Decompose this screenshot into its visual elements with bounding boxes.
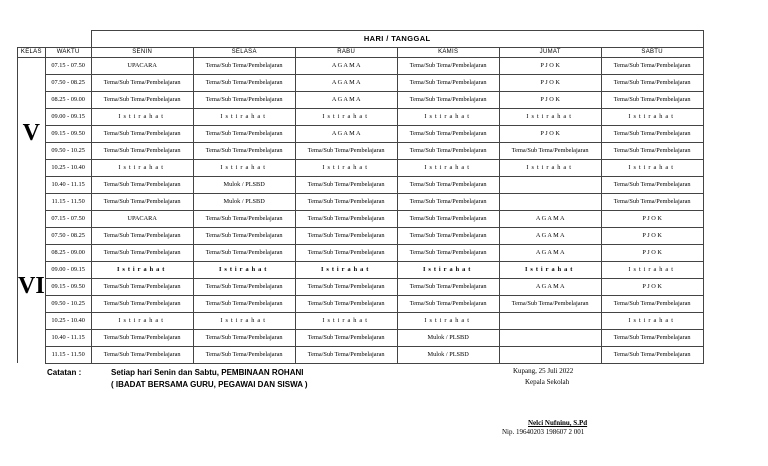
time-cell: 07.50 - 08.25 xyxy=(45,74,91,91)
schedule-cell: Tema/Sub Tema/Pembelajaran xyxy=(397,91,499,108)
time-cell: 10.25 - 10.40 xyxy=(45,312,91,329)
header-jumat: JUMAT xyxy=(499,47,601,57)
title-row xyxy=(18,31,704,48)
schedule-cell: Tema/Sub Tema/Pembelajaran xyxy=(601,176,703,193)
schedule-cell xyxy=(499,346,601,363)
schedule-cell: Tema/Sub Tema/Pembelajaran xyxy=(193,57,295,74)
schedule-cell: Istirahat xyxy=(397,159,499,176)
schedule-cell: Tema/Sub Tema/Pembelajaran xyxy=(91,74,193,91)
schedule-cell: Tema/Sub Tema/Pembelajaran xyxy=(601,329,703,346)
header-sabtu: SABTU xyxy=(601,47,703,57)
time-cell: 08.25 - 09.00 xyxy=(45,244,91,261)
time-cell: 09.50 - 10.25 xyxy=(45,295,91,312)
table-row xyxy=(18,57,704,74)
schedule-cell: Istirahat xyxy=(601,159,703,176)
schedule-cell: Istirahat xyxy=(193,159,295,176)
schedule-cell: Istirahat xyxy=(499,159,601,176)
time-cell: 07.15 - 07.50 xyxy=(45,57,91,74)
schedule-cell: Istirahat xyxy=(397,312,499,329)
schedule-cell: Tema/Sub Tema/Pembelajaran xyxy=(397,125,499,142)
schedule-cell: Mulok / PLSBD xyxy=(397,346,499,363)
time-cell: 10.25 - 10.40 xyxy=(45,159,91,176)
schedule-cell: Tema/Sub Tema/Pembelajaran xyxy=(193,278,295,295)
table-row xyxy=(18,159,704,176)
schedule-cell: Tema/Sub Tema/Pembelajaran xyxy=(397,176,499,193)
time-cell: 11.15 - 11.50 xyxy=(45,346,91,363)
signer-name: Nelci Nufninu, S.Pd xyxy=(528,419,588,427)
schedule-cell: Tema/Sub Tema/Pembelajaran xyxy=(295,295,397,312)
schedule-cell: Istirahat xyxy=(295,261,397,278)
time-cell: 07.50 - 08.25 xyxy=(45,227,91,244)
schedule-cell: Tema/Sub Tema/Pembelajaran xyxy=(193,125,295,142)
schedule-cell: Tema/Sub Tema/Pembelajaran xyxy=(397,278,499,295)
schedule-cell: Istirahat xyxy=(397,108,499,125)
schedule-cell: Tema/Sub Tema/Pembelajaran xyxy=(397,142,499,159)
schedule-cell: Tema/Sub Tema/Pembelajaran xyxy=(91,193,193,210)
schedule-cell: Tema/Sub Tema/Pembelajaran xyxy=(193,74,295,91)
schedule-cell: Istirahat xyxy=(295,159,397,176)
schedule-cell: A G A M A xyxy=(295,74,397,91)
schedule-cell: Tema/Sub Tema/Pembelajaran xyxy=(499,142,601,159)
schedule-cell: Tema/Sub Tema/Pembelajaran xyxy=(91,91,193,108)
table-row xyxy=(18,210,704,227)
header-kamis: KAMIS xyxy=(397,47,499,57)
schedule-cell: P J O K xyxy=(499,74,601,91)
schedule-cell: Tema/Sub Tema/Pembelajaran xyxy=(397,74,499,91)
schedule-cell: Tema/Sub Tema/Pembelajaran xyxy=(193,210,295,227)
schedule-cell: P J O K xyxy=(601,227,703,244)
table-row xyxy=(18,193,704,210)
schedule-cell: A G A M A xyxy=(499,244,601,261)
schedule-cell: Istirahat xyxy=(295,108,397,125)
schedule-cell: Tema/Sub Tema/Pembelajaran xyxy=(601,125,703,142)
schedule-cell: UPACARA xyxy=(91,210,193,227)
schedule-cell: Istirahat xyxy=(601,312,703,329)
schedule-cell: Istirahat xyxy=(601,108,703,125)
table-row xyxy=(18,329,704,346)
schedule-cell: Tema/Sub Tema/Pembelajaran xyxy=(295,346,397,363)
schedule-cell: Tema/Sub Tema/Pembelajaran xyxy=(397,57,499,74)
schedule-cell: Tema/Sub Tema/Pembelajaran xyxy=(193,244,295,261)
schedule-cell xyxy=(499,176,601,193)
table-row xyxy=(18,295,704,312)
signer-nip: Nip. 19640203 198607 2 001 xyxy=(502,428,585,436)
schedule-cell xyxy=(499,329,601,346)
schedule-cell: Tema/Sub Tema/Pembelajaran xyxy=(295,176,397,193)
header-senin: SENIN xyxy=(91,47,193,57)
schedule-cell: Tema/Sub Tema/Pembelajaran xyxy=(91,346,193,363)
schedule-cell: Tema/Sub Tema/Pembelajaran xyxy=(295,278,397,295)
schedule-cell: Istirahat xyxy=(91,312,193,329)
schedule-cell: Tema/Sub Tema/Pembelajaran xyxy=(193,295,295,312)
time-cell: 09.00 - 09.15 xyxy=(45,261,91,278)
schedule-cell: Tema/Sub Tema/Pembelajaran xyxy=(601,57,703,74)
schedule-cell: Tema/Sub Tema/Pembelajaran xyxy=(295,329,397,346)
schedule-cell: A G A M A xyxy=(295,125,397,142)
schedule-cell: Tema/Sub Tema/Pembelajaran xyxy=(601,74,703,91)
table-row xyxy=(18,176,704,193)
schedule-cell: Mulok / PLSBD xyxy=(193,193,295,210)
time-cell: 11.15 - 11.50 xyxy=(45,193,91,210)
schedule-cell: UPACARA xyxy=(91,57,193,74)
schedule-cell: Tema/Sub Tema/Pembelajaran xyxy=(295,227,397,244)
schedule-cell: Tema/Sub Tema/Pembelajaran xyxy=(295,210,397,227)
header-rabu: RABU xyxy=(295,47,397,57)
schedule-cell: Tema/Sub Tema/Pembelajaran xyxy=(91,329,193,346)
table-row xyxy=(18,91,704,108)
time-cell: 10.40 - 11.15 xyxy=(45,176,91,193)
schedule-cell: A G A M A xyxy=(295,57,397,74)
header-row xyxy=(18,47,704,57)
schedule-cell: Tema/Sub Tema/Pembelajaran xyxy=(295,244,397,261)
time-cell: 09.00 - 09.15 xyxy=(45,108,91,125)
schedule-cell: P J O K xyxy=(601,278,703,295)
schedule-cell: Tema/Sub Tema/Pembelajaran xyxy=(91,227,193,244)
schedule-cell: Tema/Sub Tema/Pembelajaran xyxy=(91,244,193,261)
note-line-1: Setiap hari Senin dan Sabtu, PEMBINAAN ROHANI xyxy=(111,368,304,377)
position-title: Kepala Sekolah xyxy=(525,378,570,386)
time-cell: 09.15 - 09.50 xyxy=(45,278,91,295)
schedule-cell: Tema/Sub Tema/Pembelajaran xyxy=(91,142,193,159)
header-waktu: WAKTU xyxy=(45,47,91,57)
schedule-cell: Istirahat xyxy=(499,108,601,125)
schedule-cell: Tema/Sub Tema/Pembelajaran xyxy=(91,125,193,142)
schedule-cell: P J O K xyxy=(499,57,601,74)
schedule-cell: Tema/Sub Tema/Pembelajaran xyxy=(295,193,397,210)
schedule-cell: Tema/Sub Tema/Pembelajaran xyxy=(397,244,499,261)
schedule-cell: Tema/Sub Tema/Pembelajaran xyxy=(601,193,703,210)
table-row xyxy=(18,346,704,363)
header-selasa: SELASA xyxy=(193,47,295,57)
schedule-cell: Istirahat xyxy=(193,261,295,278)
time-cell: 09.15 - 09.50 xyxy=(45,125,91,142)
schedule-cell: Tema/Sub Tema/Pembelajaran xyxy=(601,295,703,312)
schedule-cell: Istirahat xyxy=(91,159,193,176)
table-row xyxy=(18,74,704,91)
schedule-cell: A G A M A xyxy=(499,227,601,244)
schedule-cell: Istirahat xyxy=(295,312,397,329)
schedule-cell xyxy=(499,312,601,329)
time-cell: 07.15 - 07.50 xyxy=(45,210,91,227)
schedule-cell: Istirahat xyxy=(91,108,193,125)
time-cell: 08.25 - 09.00 xyxy=(45,91,91,108)
schedule-cell: A G A M A xyxy=(499,210,601,227)
table-row xyxy=(18,227,704,244)
schedule-cell: A G A M A xyxy=(295,91,397,108)
schedule-cell: Mulok / PLSBD xyxy=(397,329,499,346)
table-row xyxy=(18,312,704,329)
table-row xyxy=(18,108,704,125)
schedule-cell: Tema/Sub Tema/Pembelajaran xyxy=(193,346,295,363)
schedule-cell: Istirahat xyxy=(193,108,295,125)
table-row xyxy=(18,278,704,295)
place-date: Kupang, 25 Juli 2022 xyxy=(513,367,574,375)
schedule-cell: Tema/Sub Tema/Pembelajaran xyxy=(91,176,193,193)
schedule-cell: Istirahat xyxy=(499,261,601,278)
schedule-cell: Istirahat xyxy=(397,261,499,278)
note-line-2: ( IBADAT BERSAMA GURU, PEGAWAI DAN SISWA ) xyxy=(111,380,308,389)
schedule-cell: P J O K xyxy=(601,210,703,227)
note-label: Catatan : xyxy=(47,368,82,377)
time-cell: 10.40 - 11.15 xyxy=(45,329,91,346)
note-block xyxy=(47,367,308,391)
schedule-cell: Tema/Sub Tema/Pembelajaran xyxy=(601,346,703,363)
class-label: V xyxy=(18,57,46,210)
schedule-cell: Tema/Sub Tema/Pembelajaran xyxy=(601,142,703,159)
header-kelas: KELAS xyxy=(18,47,46,57)
schedule-cell: Tema/Sub Tema/Pembelajaran xyxy=(295,142,397,159)
schedule-cell: Istirahat xyxy=(601,261,703,278)
table-row xyxy=(18,244,704,261)
schedule-cell: Tema/Sub Tema/Pembelajaran xyxy=(499,295,601,312)
schedule-cell: Istirahat xyxy=(91,261,193,278)
schedule-cell: Tema/Sub Tema/Pembelajaran xyxy=(193,142,295,159)
time-cell: 09.50 - 10.25 xyxy=(45,142,91,159)
schedule-cell: Tema/Sub Tema/Pembelajaran xyxy=(397,210,499,227)
schedule-cell: Istirahat xyxy=(193,312,295,329)
schedule-cell: A G A M A xyxy=(499,278,601,295)
table-title: HARI / TANGGAL xyxy=(91,31,703,48)
schedule-cell: Tema/Sub Tema/Pembelajaran xyxy=(91,295,193,312)
class-label: VI xyxy=(18,210,46,363)
schedule-table xyxy=(17,30,704,364)
schedule-cell: P J O K xyxy=(499,91,601,108)
schedule-cell: P J O K xyxy=(601,244,703,261)
schedule-cell: Tema/Sub Tema/Pembelajaran xyxy=(397,193,499,210)
schedule-cell: Tema/Sub Tema/Pembelajaran xyxy=(397,227,499,244)
schedule-cell: Tema/Sub Tema/Pembelajaran xyxy=(601,91,703,108)
schedule-cell: Tema/Sub Tema/Pembelajaran xyxy=(193,329,295,346)
table-row xyxy=(18,261,704,278)
schedule-cell: Tema/Sub Tema/Pembelajaran xyxy=(193,227,295,244)
schedule-cell: Mulok / PLSBD xyxy=(193,176,295,193)
table-row xyxy=(18,125,704,142)
schedule-cell: Tema/Sub Tema/Pembelajaran xyxy=(397,295,499,312)
schedule-cell: P J O K xyxy=(499,125,601,142)
schedule-cell: Tema/Sub Tema/Pembelajaran xyxy=(193,91,295,108)
schedule-cell: Tema/Sub Tema/Pembelajaran xyxy=(91,278,193,295)
table-row xyxy=(18,142,704,159)
schedule-cell xyxy=(499,193,601,210)
